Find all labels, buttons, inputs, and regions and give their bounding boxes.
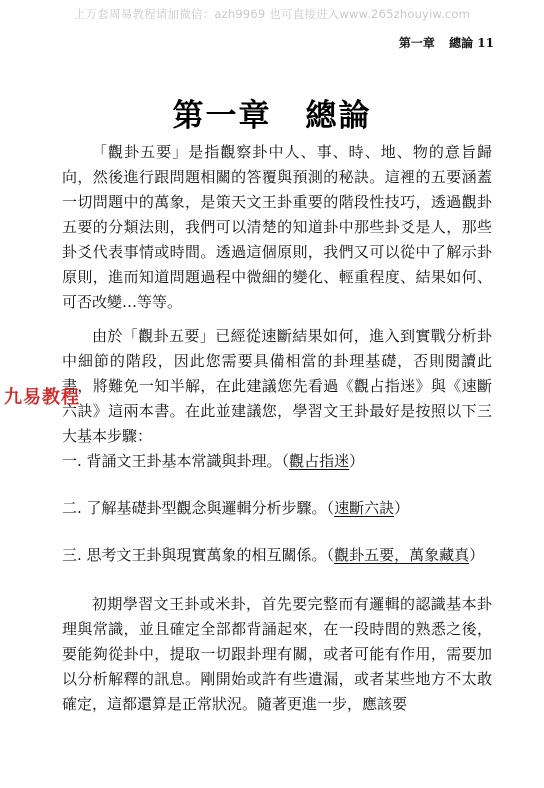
running-head-chapter: 第一章 xyxy=(398,36,435,50)
paragraph-3: 初期學習文王卦或米卦，首先要完整而有邏輯的認識基本卦理與常識，並且確定全部都背誦起來，在一段時間的熟悉之後，要能夠從卦中，提取一切跟卦理有關，或者可能有作用，需要加以分析解釋的訊息。剛開始或許有些遺漏，或者某些地方不太敢確定，這都還算是正常狀況。隨著更進一步，應該要 xyxy=(62,595,492,713)
step-3-paren-open: （ xyxy=(326,546,335,564)
top-watermark: 上万套周易教程请加微信：azh9969 也可直接进入www.265zhouyiw.com xyxy=(73,7,471,21)
step-3-reference: 觀卦五要，萬象藏真 xyxy=(334,546,470,564)
left-watermark: 九易教程 xyxy=(4,387,80,408)
running-head xyxy=(389,34,494,51)
chapter-title xyxy=(0,90,544,135)
step-2-reference: 速斷六訣 xyxy=(334,499,395,517)
step-1-paren-open: （ xyxy=(281,452,290,470)
step-3-text: 三. 思考文王卦與現實萬象的相互關係。 xyxy=(62,546,327,564)
step-2-paren-open: （ xyxy=(326,499,335,517)
step-3-paren-close: ） xyxy=(469,546,485,564)
step-1-paren-close: ） xyxy=(349,452,365,470)
chapter-number: 第一章 xyxy=(172,98,272,134)
chapter-name: 總論 xyxy=(305,98,372,134)
paragraph-2: 由於「觀卦五要」已經從速斷結果如何，進入到實戰分析卦中細節的階段，因此您需要具備相當的卦理基礎，否則閱讀此書，將難免一知半解，在此建議您先看過《觀占指迷》與《速斷六訣》這兩本書。在此並建議您，學習文王卦最好是按照以下三大基本步驟： xyxy=(62,327,492,445)
step-2-paren-close: ） xyxy=(394,499,410,517)
step-2 xyxy=(62,496,502,521)
step-1-text: 一. 背誦文王卦基本常識與卦理。 xyxy=(62,452,282,470)
step-3 xyxy=(62,543,502,568)
step-1 xyxy=(62,449,502,474)
step-2-text: 二. 了解基礎卦型觀念與邏輯分析步驟。 xyxy=(62,499,327,517)
running-head-section: 總論 11 xyxy=(449,36,494,50)
paragraph-1: 「觀卦五要」是指觀察卦中人、事、時、地、物的意旨歸向，然後進行跟問題相關的答覆與預測的秘訣。這裡的五要涵蓋一切問題中的萬象，是策天文王卦重要的階段性技巧，透過觀卦五要的分類法則，我們可以清楚的知道卦中那些卦爻是人，那些卦爻代表事情或時間。透過這個原則，我們又可以從中了解示卦原則，進而知道問題過程中微細的變化、輕重程度、結果如何、可否改變…等等。 xyxy=(62,143,492,311)
step-1-reference: 觀占指迷 xyxy=(289,452,350,470)
